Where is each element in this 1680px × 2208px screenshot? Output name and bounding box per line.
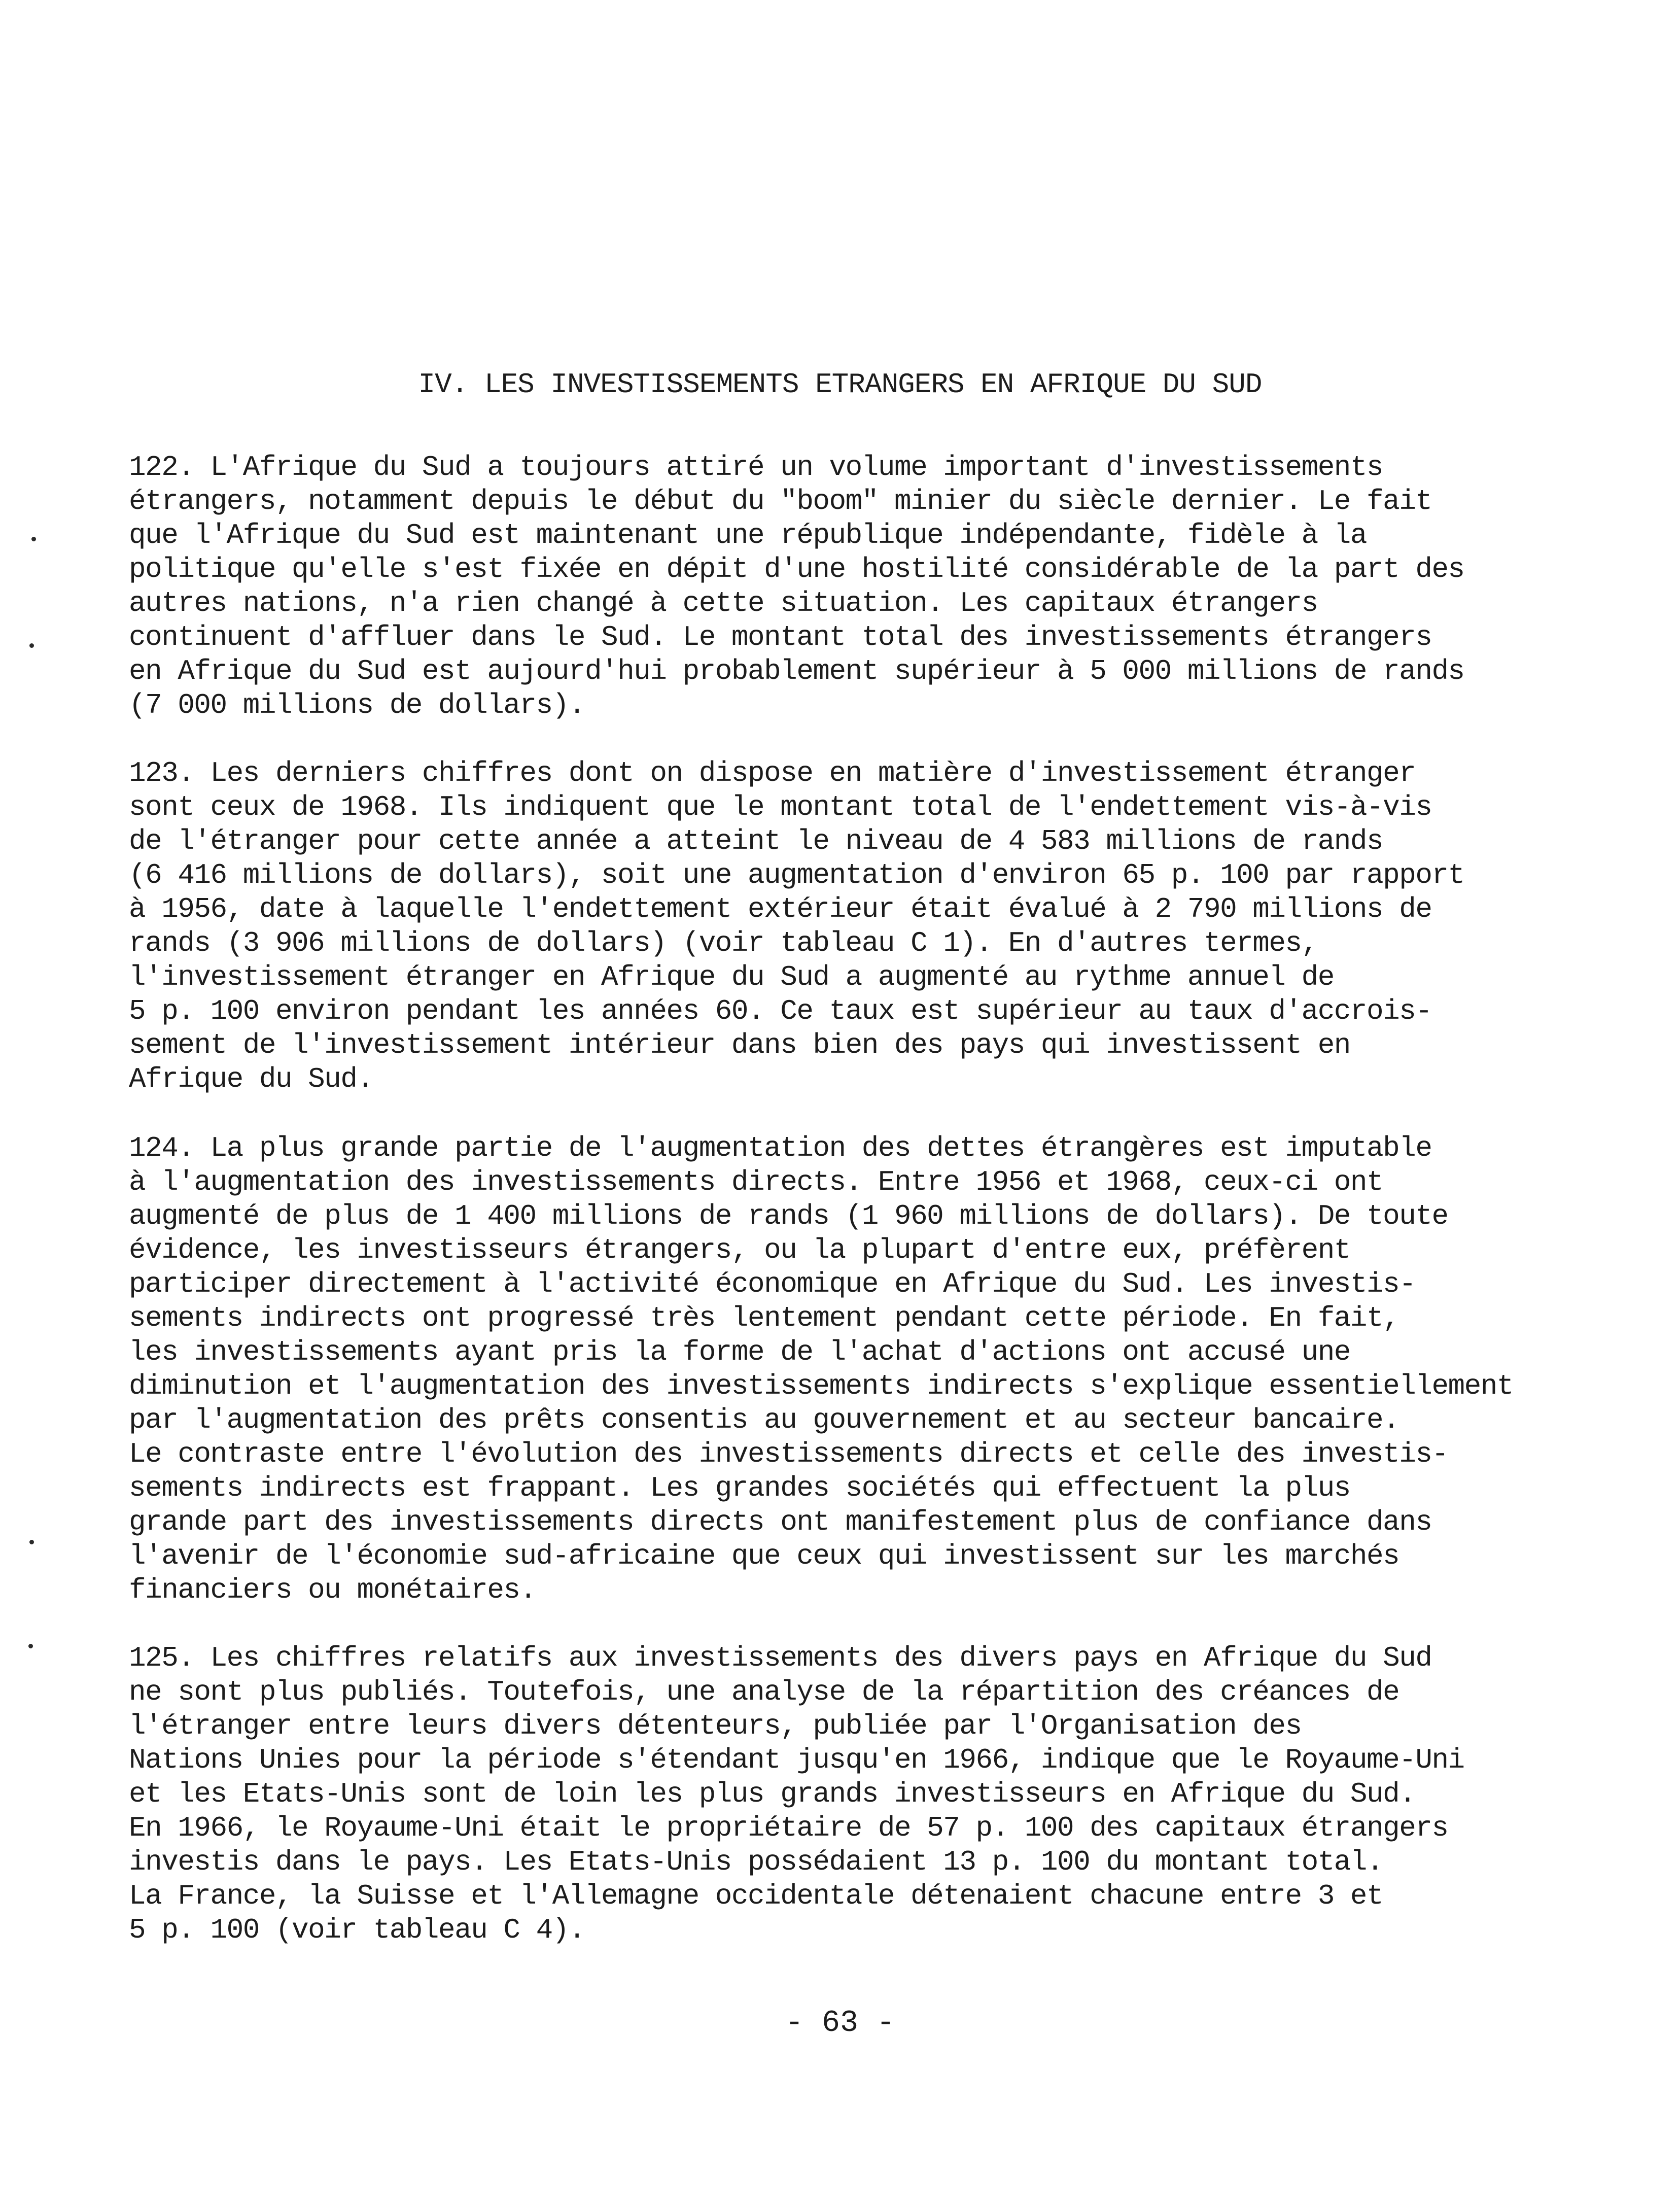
text-line: 122. L'Afrique du Sud a toujours attiré un volume important d'investissements <box>129 451 1383 484</box>
text-line: à l'augmentation des investissements directs. Entre 1956 et 1968, ceux-ci ont <box>129 1166 1383 1198</box>
text-line: investis dans le pays. Les Etats-Unis possédaient 13 p. 100 du montant total. <box>129 1846 1383 1878</box>
text-line: en Afrique du Sud est aujourd'hui probablement supérieur à 5 000 millions de rands <box>129 655 1464 687</box>
text-line: Le contraste entre l'évolution des investissements directs et celle des investis- <box>129 1438 1448 1470</box>
text-line: augmenté de plus de 1 400 millions de rands (1 960 millions de dollars). De toute <box>129 1200 1448 1232</box>
text-line: l'avenir de l'économie sud-africaine que ceux qui investissent sur les marchés <box>129 1540 1399 1572</box>
section-heading: IV. LES INVESTISSEMENTS ETRANGERS EN AFRIQUE DU SUD <box>418 368 1262 401</box>
margin-dot <box>31 537 36 541</box>
text-line: que l'Afrique du Sud est maintenant une république indépendante, fidèle à la <box>129 519 1367 551</box>
text-line: diminution et l'augmentation des investissements indirects s'explique essentiellement <box>129 1370 1513 1402</box>
text-line: l'étranger entre leurs divers détenteurs, publiée par l'Organisation des <box>129 1710 1302 1742</box>
text-line: politique qu'elle s'est fixée en dépit d'une hostilité considérable de la part des <box>129 553 1464 585</box>
text-line: ne sont plus publiés. Toutefois, une analyse de la répartition des créances de <box>129 1676 1399 1708</box>
page-number: - 63 - <box>785 2006 895 2041</box>
text-line: de l'étranger pour cette année a atteint le niveau de 4 583 millions de rands <box>129 825 1383 857</box>
text-line: autres nations, n'a rien changé à cette situation. Les capitaux étrangers <box>129 587 1318 619</box>
text-line: l'investissement étranger en Afrique du Sud a augmenté au rythme annuel de <box>129 961 1334 993</box>
text-line: 5 p. 100 environ pendant les années 60. Ce taux est supérieur au taux d'accrois- <box>129 995 1432 1027</box>
text-line: 5 p. 100 (voir tableau C 4). <box>129 1914 585 1946</box>
text-line: évidence, les investisseurs étrangers, ou la plupart d'entre eux, préfèrent <box>129 1234 1350 1266</box>
text-line: financiers ou monétaires. <box>129 1574 536 1606</box>
text-line: La France, la Suisse et l'Allemagne occidentale détenaient chacune entre 3 et <box>129 1880 1383 1912</box>
text-line: Afrique du Sud. <box>129 1063 373 1095</box>
text-line: sements indirects ont progressé très lentement pendant cette période. En fait, <box>129 1302 1399 1334</box>
text-line: participer directement à l'activité économique en Afrique du Sud. Les investis- <box>129 1268 1416 1300</box>
text-line: sement de l'investissement intérieur dans bien des pays qui investissent en <box>129 1029 1350 1061</box>
text-line: sements indirects est frappant. Les grandes sociétés qui effectuent la plus <box>129 1472 1350 1504</box>
text-line: par l'augmentation des prêts consentis au gouvernement et au secteur bancaire. <box>129 1404 1399 1436</box>
margin-dot <box>29 643 34 648</box>
paragraph-123 <box>129 756 1580 1096</box>
text-line: 123. Les derniers chiffres dont on dispose en matière d'investissement étranger <box>129 757 1416 789</box>
text-line: 124. La plus grande partie de l'augmentation des dettes étrangères est imputable <box>129 1132 1432 1164</box>
text-line: 125. Les chiffres relatifs aux investissements des divers pays en Afrique du Sud <box>129 1642 1432 1674</box>
text-line: grande part des investissements directs ont manifestement plus de confiance dans <box>129 1506 1432 1538</box>
text-line: (7 000 millions de dollars). <box>129 689 585 721</box>
margin-dot <box>28 1644 33 1648</box>
paragraph-125 <box>129 1641 1580 1947</box>
paragraph-124 <box>129 1131 1580 1607</box>
text-line: rands (3 906 millions de dollars) (voir tableau C 1). En d'autres termes, <box>129 927 1318 959</box>
text-line: à 1956, date à laquelle l'endettement extérieur était évalué à 2 790 millions de <box>129 893 1432 925</box>
paragraph-122 <box>129 451 1580 722</box>
text-line: continuent d'affluer dans le Sud. Le montant total des investissements étrangers <box>129 621 1432 653</box>
text-line: les investissements ayant pris la forme de l'achat d'actions ont accusé une <box>129 1336 1350 1368</box>
text-line: sont ceux de 1968. Ils indiquent que le montant total de l'endettement vis-à-vis <box>129 791 1432 823</box>
text-line: Nations Unies pour la période s'étendant jusqu'en 1966, indique que le Royaume-Uni <box>129 1744 1464 1776</box>
text-line: et les Etats-Unis sont de loin les plus grands investisseurs en Afrique du Sud. <box>129 1778 1416 1810</box>
text-line: (6 416 millions de dollars), soit une augmentation d'environ 65 p. 100 par rapport <box>129 859 1464 891</box>
margin-dot <box>29 1540 34 1544</box>
text-line: En 1966, le Royaume-Uni était le propriétaire de 57 p. 100 des capitaux étrangers <box>129 1812 1448 1844</box>
text-line: étrangers, notamment depuis le début du "boom" minier du siècle dernier. Le fait <box>129 485 1432 518</box>
